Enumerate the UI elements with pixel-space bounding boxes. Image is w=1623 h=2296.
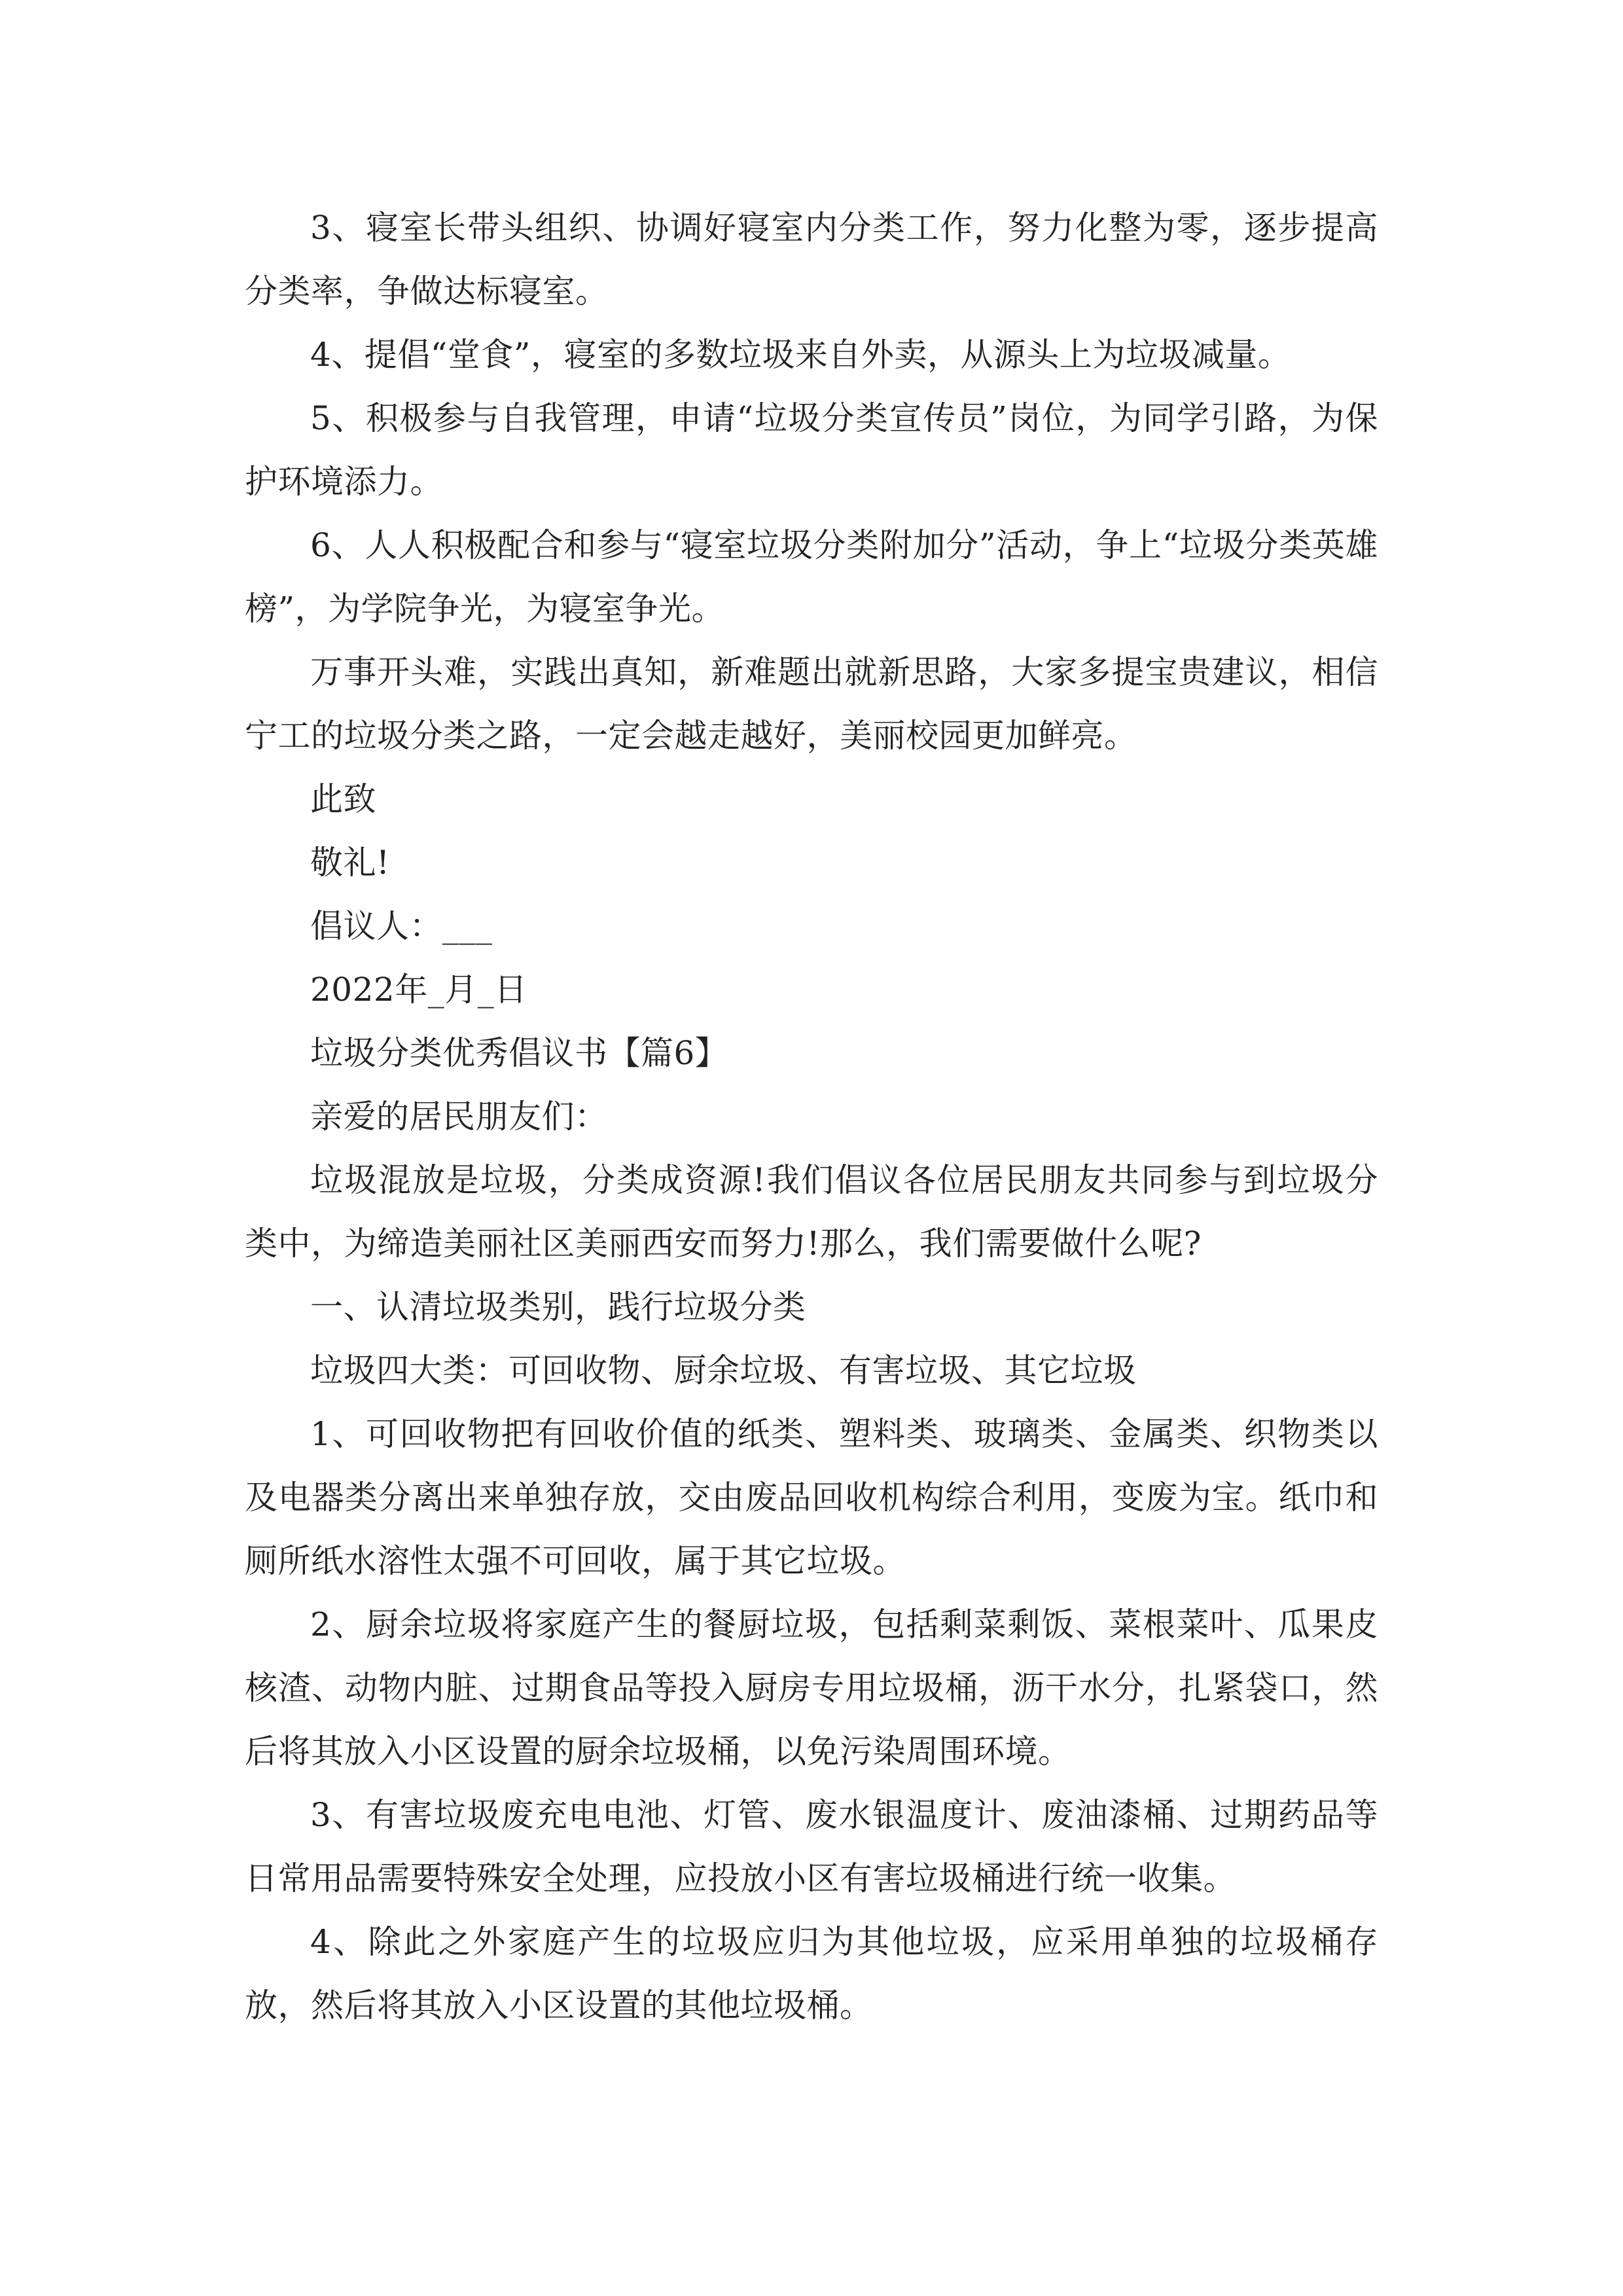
subheading-one: 一、认清垃圾类别，践行垃圾分类 xyxy=(310,1288,806,1326)
paragraph-item-3: 3、寝室长带头组织、协调好寝室内分类工作，努力化整为零，逐步提高分类率，争做达标寝室。 xyxy=(245,209,1378,310)
kitchen-waste-paragraph: 2、厨余垃圾将家庭产生的餐厨垃圾，包括剩菜剩饭、菜根菜叶、瓜果皮核渣、动物内脏、过期食品等投入厨房专用垃圾桶，沥干水分，扎紧袋口，然后将其放入小区设置的厨余垃圾桶，以免污染周围环境。 xyxy=(245,1605,1378,1770)
salutation-jingli: 敬礼! xyxy=(310,844,390,882)
greeting-line: 亲爱的居民朋友们： xyxy=(310,1098,608,1136)
other-waste-paragraph: 4、除此之外家庭产生的垃圾应归为其他垃圾，应采用单独的垃圾桶存放，然后将其放入小区设置的其他垃圾桶。 xyxy=(245,1923,1378,2024)
paragraph-item-4: 4、提倡“堂食”，寝室的多数垃圾来自外卖，从源头上为垃圾减量。 xyxy=(310,336,1291,374)
proposer-line: 倡议人：___ xyxy=(310,907,493,945)
paragraph-item-5: 5、积极参与自我管理，申请“垃圾分类宣传员”岗位，为同学引路，为保护环境添力。 xyxy=(245,399,1378,501)
recyclables-paragraph: 1、可回收物把有回收价值的纸类、塑料类、玻璃类、金属类、织物类以及电器类分离出来单独存放，交由废品回收机构综合利用，变废为宝。纸巾和厕所纸水溶性太强不可回收，属于其它垃圾。 xyxy=(245,1415,1378,1580)
paragraph-item-6: 6、人人积极配合和参与“寝室垃圾分类附加分”活动，争上“垃圾分类英雄榜”，为学院争光，为寝室争光。 xyxy=(245,526,1378,628)
categories-line: 垃圾四大类：可回收物、厨余垃圾、有害垃圾、其它垃圾 xyxy=(310,1352,1137,1390)
document-body xyxy=(245,196,1378,2037)
date-line: 2022年_月_日 xyxy=(310,971,527,1009)
closing-paragraph: 万事开头难，实践出真知，新难题出就新思路，大家多提宝贵建议，相信宁工的垃圾分类之路，一定会越走越好，美丽校园更加鲜亮。 xyxy=(245,653,1378,755)
salutation-cizhi: 此致 xyxy=(310,780,376,818)
intro-paragraph: 垃圾混放是垃圾，分类成资源!我们倡议各位居民朋友共同参与到垃圾分类中，为缔造美丽社区美丽西安而努力!那么，我们需要做什么呢? xyxy=(245,1161,1378,1263)
hazardous-waste-paragraph: 3、有害垃圾废充电电池、灯管、废水银温度计、废油漆桶、过期药品等日常用品需要特殊安全处理，应投放小区有害垃圾桶进行统一收集。 xyxy=(245,1796,1378,1897)
section-heading: 垃圾分类优秀倡议书【篇6】 xyxy=(310,1034,728,1072)
